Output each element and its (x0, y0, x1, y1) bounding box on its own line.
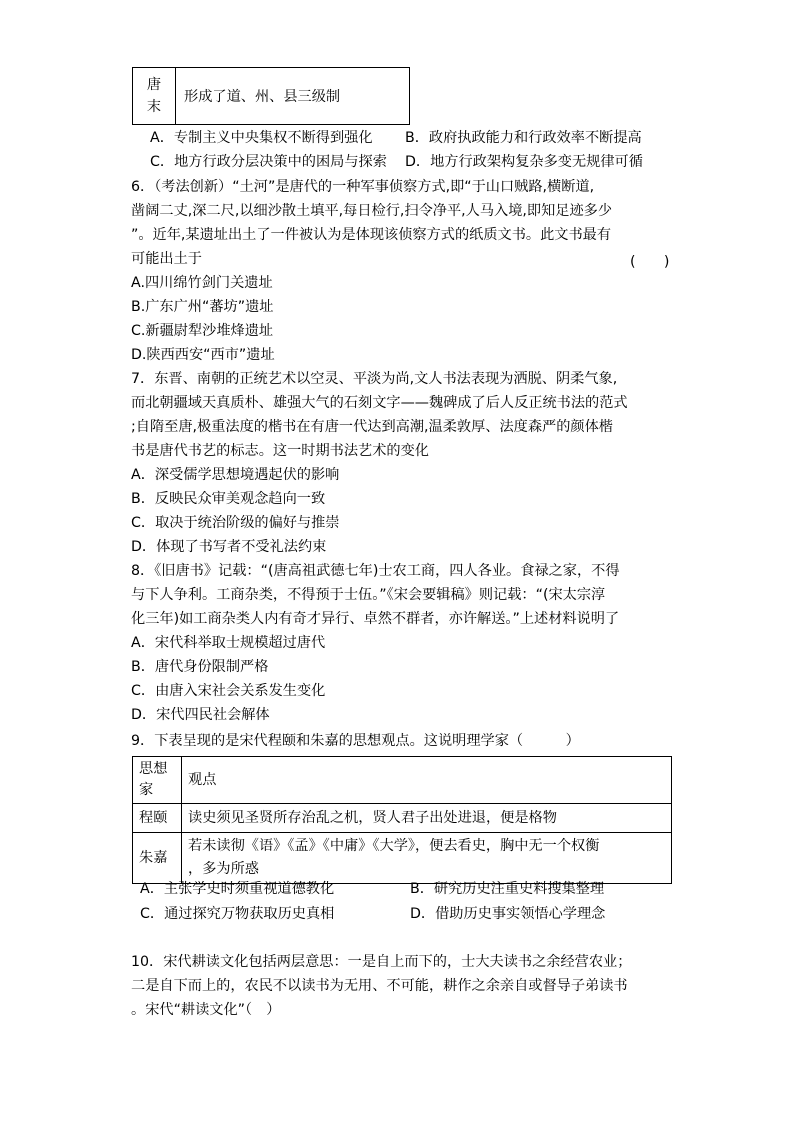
q7-option-d: D．体现了书写者不受礼法约束 (131, 539, 327, 555)
q6-option-c: C.新疆尉犁沙堆烽遗址 (131, 323, 274, 339)
q8-stem-line-1: 8．《旧唐书》记载：“(唐高祖武德七年)士农工商，四人各业。食禄之家，不得 (131, 563, 620, 579)
q8-stem-line-2: 与下人争利。工商杂类，不得预于士伍。”《宋会要辑稿》则记载：“(宋太宗淳 (131, 587, 606, 603)
q6-stem-line-2: 凿阔二丈,深二尺,以细沙散土填平,每日检行,扫令净平,人马入境,即知足迹多少 (131, 203, 613, 219)
q7-stem-line-4: 书是唐代书艺的标志。这一时期书法艺术的变化 (131, 443, 429, 459)
q7-stem-line-3: ;自隋至唐,极重法度的楷书在有唐一代达到高潮,温柔敦厚、法度森严的颜体楷 (131, 419, 613, 435)
q6-option-d: D.陕西西安“西市”遗址 (131, 347, 275, 363)
table-cell-thinker: 朱嘉 (133, 833, 182, 884)
table-header-thinker: 思想 家 (133, 757, 182, 804)
q7-stem-line-2: 而北朝疆域天真质朴、雄强大气的石刻文字——魏碑成了后人反正统书法的范式 (131, 395, 628, 411)
q8-option-a: A．宋代科举取士规模超过唐代 (131, 635, 326, 651)
table-era-cell: 唐 末 (133, 68, 176, 125)
q6-stem-line-4: 可能出土于 (131, 251, 202, 267)
q10-stem-line-2: 二是自下而上的，农民不以读书为无用、不可能，耕作之余亲自或督导子弟读书 (131, 978, 628, 994)
q7-option-c: C．取决于统治阶级的偏好与推崇 (131, 515, 340, 531)
table-cell-thinker: 程颐 (133, 804, 182, 833)
table-header-view: 观点 (182, 757, 672, 804)
q7-option-a: A．深受儒学思想境遇起伏的影响 (131, 467, 340, 483)
table-cell-view: 读史须见圣贤所存治乱之机，贤人君子出处进退，便是格物 (182, 804, 672, 833)
q6-option-b: B.广东广州“蕃坊”遗址 (131, 299, 274, 315)
q6-answer-blank: ( ) (630, 254, 670, 270)
q8-stem-line-3: 化三年)如工商杂类人内有奇才异行、卓然不群者，亦许解送。”上述材料说明了 (131, 611, 620, 627)
q9-option-b: B．研究历史注重史料搜集整理 (410, 881, 605, 897)
table-cell-view: 若未读彻《语》《孟》《中庸》《大学》，便去看史，胸中无一个权衡 ，多为所惑 (182, 833, 672, 884)
q9-stem: 9．下表呈现的是宋代程颐和朱嘉的思想观点。这说明理学家（ ） (131, 733, 580, 749)
q5-option-c: C．地方行政分层决策中的困局与探索 (150, 154, 387, 170)
q6-stem-line-3: ”。近年,某遗址出土了一件被认为是体现该侦察方式的纸质文书。此文书最有 (131, 227, 612, 243)
q10-stem-line-3: 。宋代“耕读文化”（ ） (131, 1002, 281, 1018)
q5-option-a: A．专制主义中央集权不断得到强化 (150, 130, 373, 146)
q7-stem-line-1: 7．东晋、南朝的正统艺术以空灵、平淡为尚,文人书法表现为洒脱、阴柔气象, (131, 371, 618, 387)
table-tang-admin (132, 67, 410, 125)
table-content-cell: 形成了道、州、县三级制 (176, 68, 410, 125)
q5-option-d: D．地方行政架构复杂多变无规律可循 (405, 154, 643, 170)
q8-option-c: C．由唐入宋社会关系发生变化 (131, 683, 326, 699)
q8-option-d: D．宋代四民社会解体 (131, 707, 270, 723)
q6-stem-line-1: 6．（考法创新）“土河”是唐代的一种军事侦察方式,即“于山口贼路,横断道, (131, 179, 595, 195)
q9-option-d: D．借助历史事实领悟心学理念 (410, 906, 606, 922)
q8-option-b: B．唐代身份限制严格 (131, 659, 269, 675)
q7-option-b: B．反映民众审美观念趋向一致 (131, 491, 326, 507)
table-neo-confucian-views (132, 756, 672, 884)
q9-option-c: C．通过探究万物获取历史真相 (140, 906, 335, 922)
q9-option-a: A．主张学史时须重视道德教化 (140, 881, 335, 897)
q10-stem-line-1: 10．宋代耕读文化包括两层意思：一是自上而下的，士大夫读书之余经营农业； (131, 954, 632, 970)
q6-option-a: A.四川绵竹剑门关遗址 (131, 275, 273, 291)
q5-option-b: B．政府执政能力和行政效率不断提高 (405, 130, 642, 146)
